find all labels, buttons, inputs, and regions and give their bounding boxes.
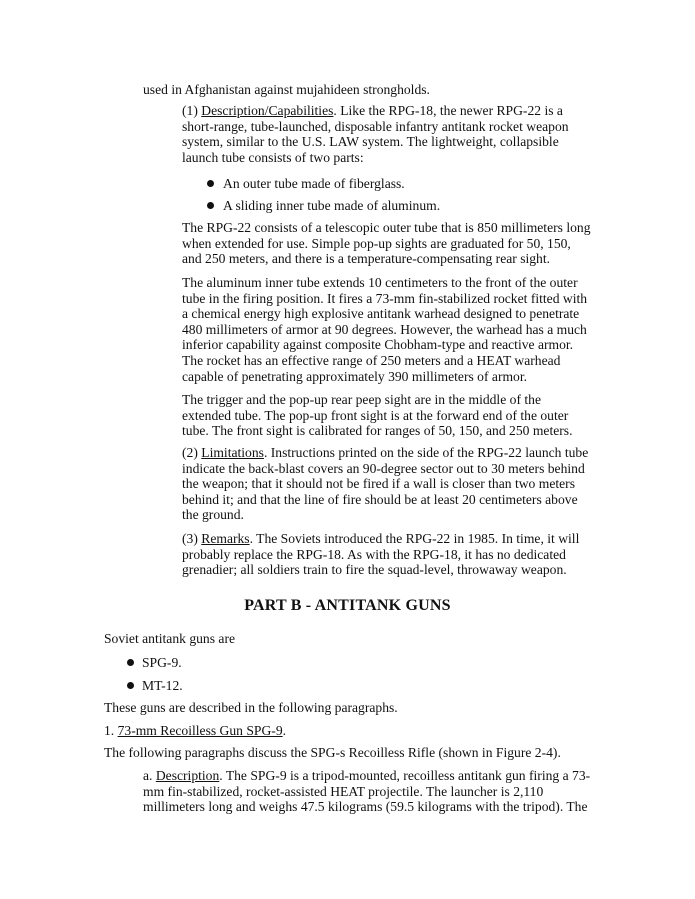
remarks-paragraph: (3) Remarks. The Soviets introduced the RPG-22 in 1985. In time, it will probably replace the RPG-18. As with the RPG-18, it has no dedicated grenadier; all soldiers train to fire the squad-level, throwaway weapon. [182, 531, 580, 578]
desc-number: (1) [182, 103, 198, 118]
limitations-paragraph: (2) Limitations. Instructions printed on the side of the RPG-22 launch tube indicate the back-blast covers an 90-degree sector out to 30 meters behind the weapon; that it should not be fired if a wall is closer than two meters behind it; and that the line of fire should be at least 20 centimeters above the ground. [182, 445, 589, 523]
remarks-number: (3) [182, 531, 198, 546]
tube-paragraph: The RPG-22 consists of a telescopic outer tube that is 850 millimeters long when extended for use. Simple pop-up sights are graduated for 50, 150, and 250 meters, and there is a temperature-compensating rear sight. [182, 220, 591, 267]
limits-number: (2) [182, 445, 198, 460]
section1-title: 73-mm Recoilless Gun SPG-9 [117, 723, 283, 738]
remarks-title: Remarks [201, 531, 250, 546]
trigger-paragraph: The trigger and the pop-up rear peep sight are in the middle of the extended tube. The pop-up front sight is at the forward end of the outer tube. The front sight is calibrated for ranges of 50, 150, and 250 meters. [182, 392, 573, 439]
section-heading: PART B - ANTITANK GUNS [244, 597, 451, 614]
limits-title: Limitations [201, 445, 264, 460]
guns-intro: Soviet antitank guns are [104, 631, 235, 646]
section1-heading: 1. 73-mm Recoilless Gun SPG-9. [104, 723, 287, 738]
bullet-icon [127, 659, 134, 666]
bullet-icon [207, 202, 214, 209]
description-capabilities-paragraph: (1) Description/Capabilities. Like the RPG-18, the newer RPG-22 is a short-range, tube-launched, disposable infantry antitank rocket weapon system, similar to the U.S. LAW system. The lightweight, collapsible launch tube consists of two parts: [182, 103, 569, 165]
bullet-icon [127, 682, 134, 689]
section1-intro: The following paragraphs discuss the SPG-s Recoilless Rifle (shown in Figure 2-4). [104, 745, 561, 760]
description-a-paragraph: a. Description. The SPG-9 is a tripod-mounted, recoilless antitank gun firing a 73- mm fin-stabilized, rocket-assisted HEAT projectile. The launcher is 2,110 millimeters long and weighs 47.5 kilograms (59.5 kilograms with the tripod). The [143, 768, 591, 815]
desc-title: Description/Capabilities [201, 103, 334, 118]
bullet-icon [207, 180, 214, 187]
guns-follow: These guns are described in the following paragraphs. [104, 700, 398, 715]
desc-a-title: Description [155, 768, 220, 783]
inner-tube-paragraph: The aluminum inner tube extends 10 centimeters to the front of the outer tube in the firing position. It fires a 73-mm fin-stabilized rocket fitted with a chemical energy high explosive antitank warhead designed to penetrate 480 millimeters of armor at 90 degrees. However, the warhead has a much inferior capability against composite Chobham-type and reactive armor. The rocket has an effective range of 250 meters and a HEAT warhead capable of penetrating approximately 390 millimeters of armor. [182, 275, 588, 384]
intro-line: used in Afghanistan against mujahideen strongholds. [143, 82, 430, 97]
